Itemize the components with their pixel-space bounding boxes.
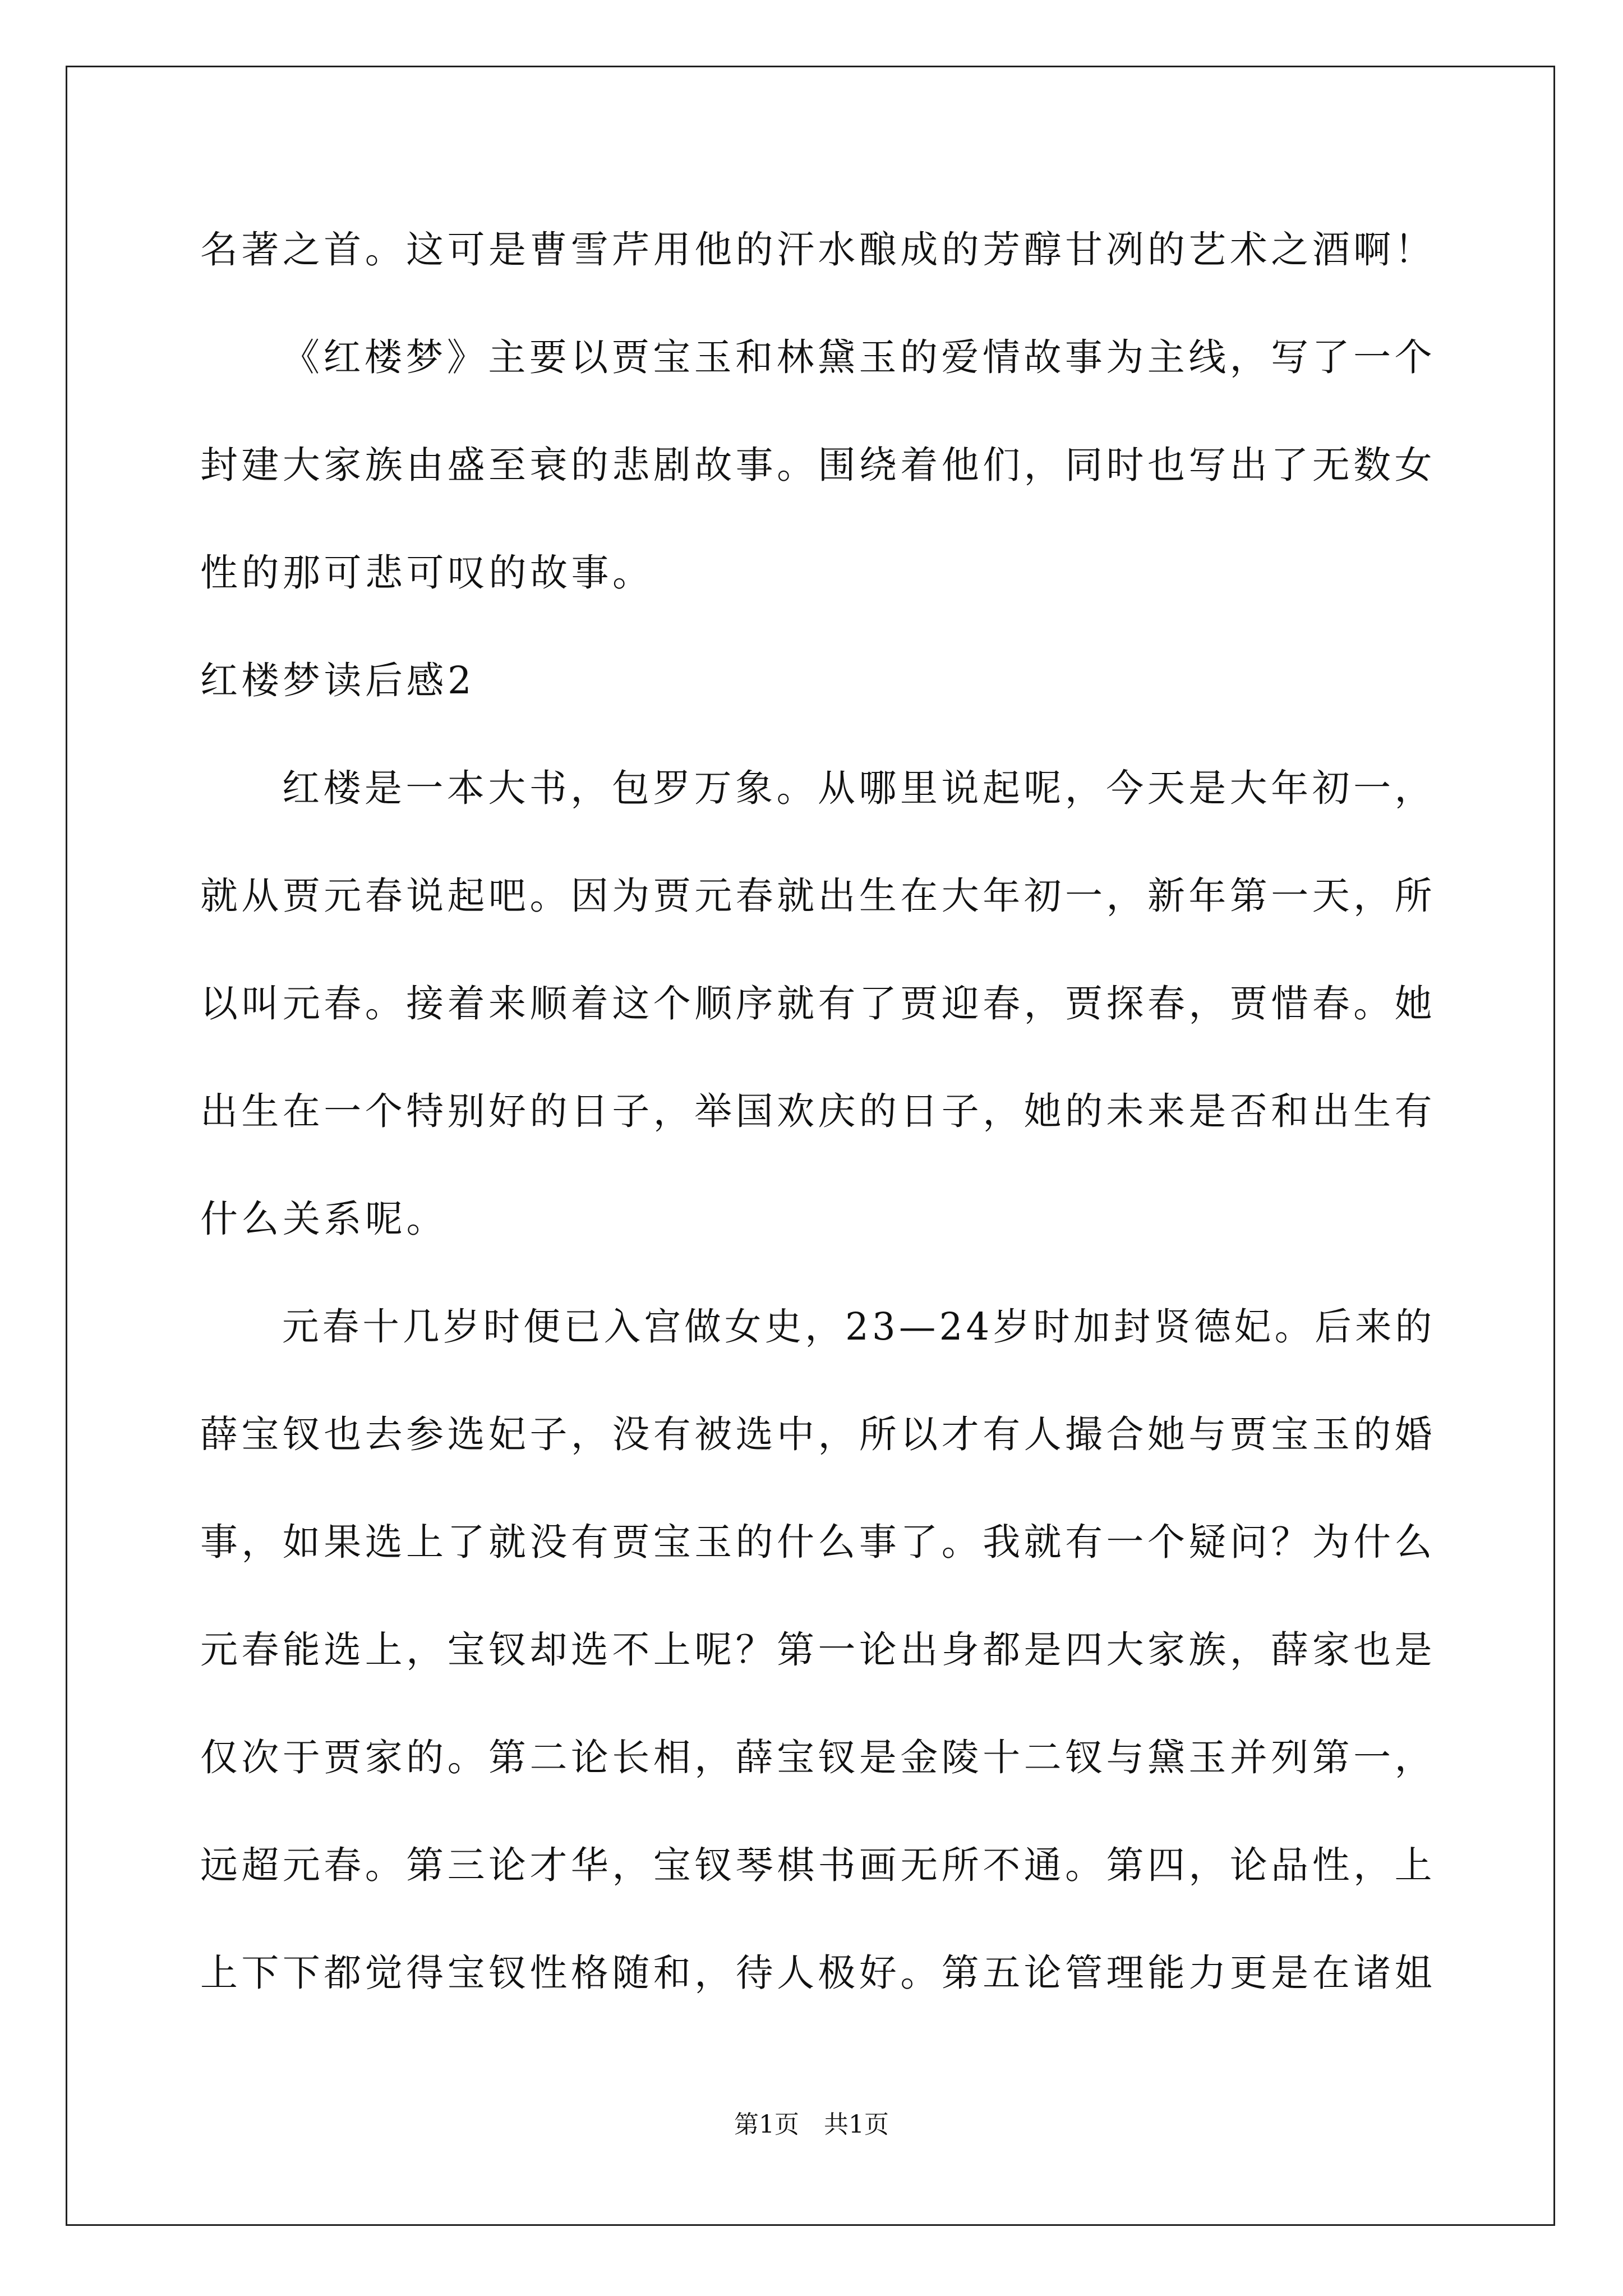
text-line: 名著之首。这可是曹雪芹用他的汗水酿成的芳醇甘冽的艺术之酒啊！ [200,228,1436,272]
text-line: 就从贾元春说起吧。因为贾元春就出生在大年初一，新年第一天，所 [200,874,1436,918]
text-line: 仅次于贾家的。第二论长相，薛宝钗是金陵十二钗与黛玉并列第一， [200,1736,1436,1779]
text-line: 远超元春。第三论才华，宝钗琴棋书画无所不通。第四，论品性，上 [200,1843,1436,1887]
text-line: 什么关系呢。 [200,1197,448,1241]
page-border [66,66,1555,2226]
section-heading: 红楼梦读后感2 [200,659,476,702]
text-line: 性的那可悲可叹的故事。 [200,551,654,595]
text-line: 上下下都觉得宝钗性格随和，待人极好。第五论管理能力更是在诸姐 [200,1951,1436,1995]
text-line: 事，如果选上了就没有贾宝玉的什么事了。我就有一个疑问？为什么 [200,1520,1436,1564]
text-line: 出生在一个特别好的日子，举国欢庆的日子，她的未来是否和出生有 [200,1089,1436,1133]
page-number-footer: 第1页 共1页 [734,2110,889,2139]
text-line: 以叫元春。接着来顺着这个顺序就有了贾迎春，贾探春，贾惜春。她 [200,982,1436,1025]
text-line: 薛宝钗也去参选妃子，没有被选中，所以才有人撮合她与贾宝玉的婚 [200,1412,1436,1456]
text-line: 封建大家族由盛至衰的悲剧故事。围绕着他们，同时也写出了无数女 [200,443,1436,487]
text-line: 元春十几岁时便已入宫做女史，23—24岁时加封贤德妃。后来的 [282,1305,1436,1349]
text-line: 《红楼梦》主要以贾宝玉和林黛玉的爱情故事为主线，写了一个 [282,335,1436,379]
text-line: 红楼是一本大书，包罗万象。从哪里说起呢，今天是大年初一， [282,766,1436,810]
text-line: 元春能选上，宝钗却选不上呢？第一论出身都是四大家族，薛家也是 [200,1628,1436,1672]
